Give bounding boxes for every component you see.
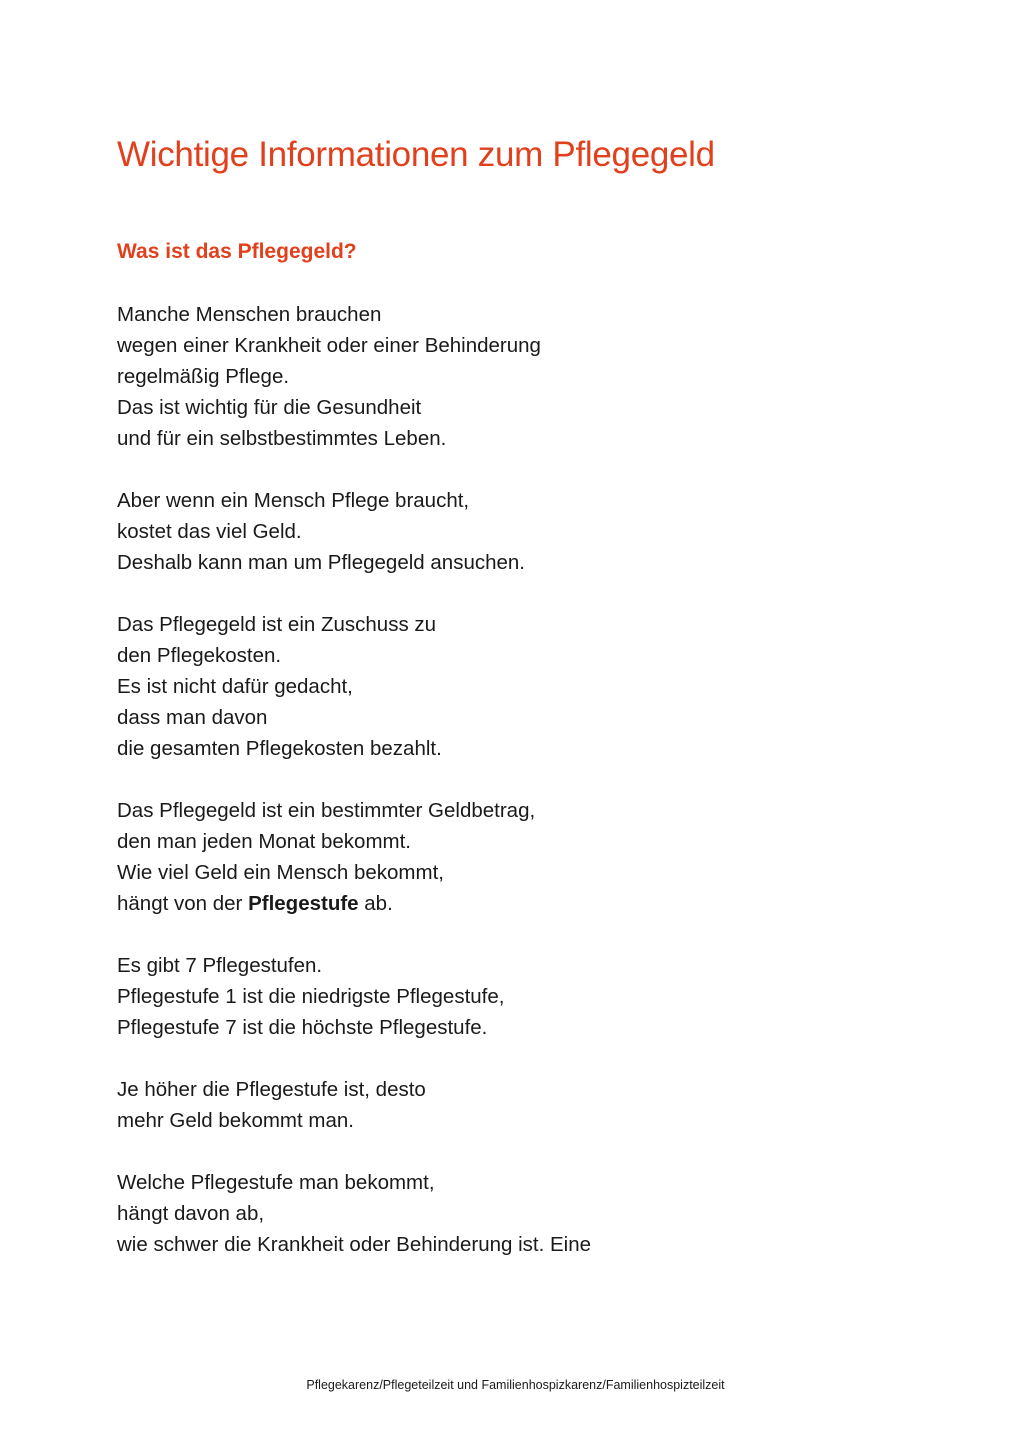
text-line: regelmäßig Pflege.	[117, 365, 290, 388]
page-title: Wichtige Informationen zum Pflegegeld	[117, 135, 715, 174]
text-line: kostet das viel Geld.	[117, 520, 302, 543]
paragraph-7	[117, 1167, 937, 1260]
paragraph-3	[117, 609, 937, 764]
text-line: Aber wenn ein Mensch Pflege braucht,	[117, 489, 470, 512]
paragraph-1	[117, 299, 937, 454]
text-line: Manche Menschen brauchen	[117, 303, 382, 326]
text-line: mehr Geld bekommt man.	[117, 1109, 354, 1132]
text-line: wie schwer die Krankheit oder Behinderung ist. Eine	[117, 1233, 592, 1256]
paragraph-6	[117, 1074, 937, 1136]
text-line: Pflegestufe 7 ist die höchste Pflegestufe.	[117, 1016, 488, 1039]
text-line: Welche Pflegestufe man bekommt,	[117, 1171, 435, 1194]
text-line: dass man davon	[117, 706, 268, 729]
emphasis-after: ab.	[358, 892, 393, 915]
text-line: Es gibt 7 Pflegestufen.	[117, 954, 323, 977]
paragraph-4	[117, 795, 937, 919]
text-line: Pflegestufe 1 ist die niedrigste Pflegestufe,	[117, 985, 505, 1008]
paragraph-5	[117, 950, 937, 1043]
paragraph-2	[117, 485, 937, 578]
text-line: Das Pflegegeld ist ein Zuschuss zu	[117, 613, 437, 636]
text-line: Wie viel Geld ein Mensch bekommt,	[117, 861, 444, 884]
text-line: den man jeden Monat bekommt.	[117, 830, 411, 853]
page-footer	[0, 1377, 1024, 1393]
text-line: den Pflegekosten.	[117, 644, 282, 667]
text-line: hängt davon ab,	[117, 1202, 265, 1225]
text-line: Das ist wichtig für die Gesundheit	[117, 396, 422, 419]
section-heading: Was ist das Pflegegeld?	[117, 240, 357, 263]
emphasis-before: hängt von der	[117, 892, 249, 915]
text-line: die gesamten Pflegekosten bezahlt.	[117, 737, 442, 760]
text-line: und für ein selbstbestimmtes Leben.	[117, 427, 447, 450]
emphasis-term-pflegestufe: Pflegestufe	[248, 892, 359, 915]
text-line: Es ist nicht dafür gedacht,	[117, 675, 353, 698]
text-line-with-emphasis	[117, 888, 937, 919]
text-line: Je höher die Pflegestufe ist, desto	[117, 1078, 426, 1101]
body-text	[117, 299, 937, 1291]
text-line: Deshalb kann man um Pflegegeld ansuchen.	[117, 551, 525, 574]
text-line: Das Pflegegeld ist ein bestimmter Geldbetrag,	[117, 799, 536, 822]
footer-text: Pflegekarenz/Pflegeteilzeit und Familienhospizkarenz/Familienhospizteilzeit	[306, 1378, 725, 1392]
text-line: wegen einer Krankheit oder einer Behinderung	[117, 334, 541, 357]
